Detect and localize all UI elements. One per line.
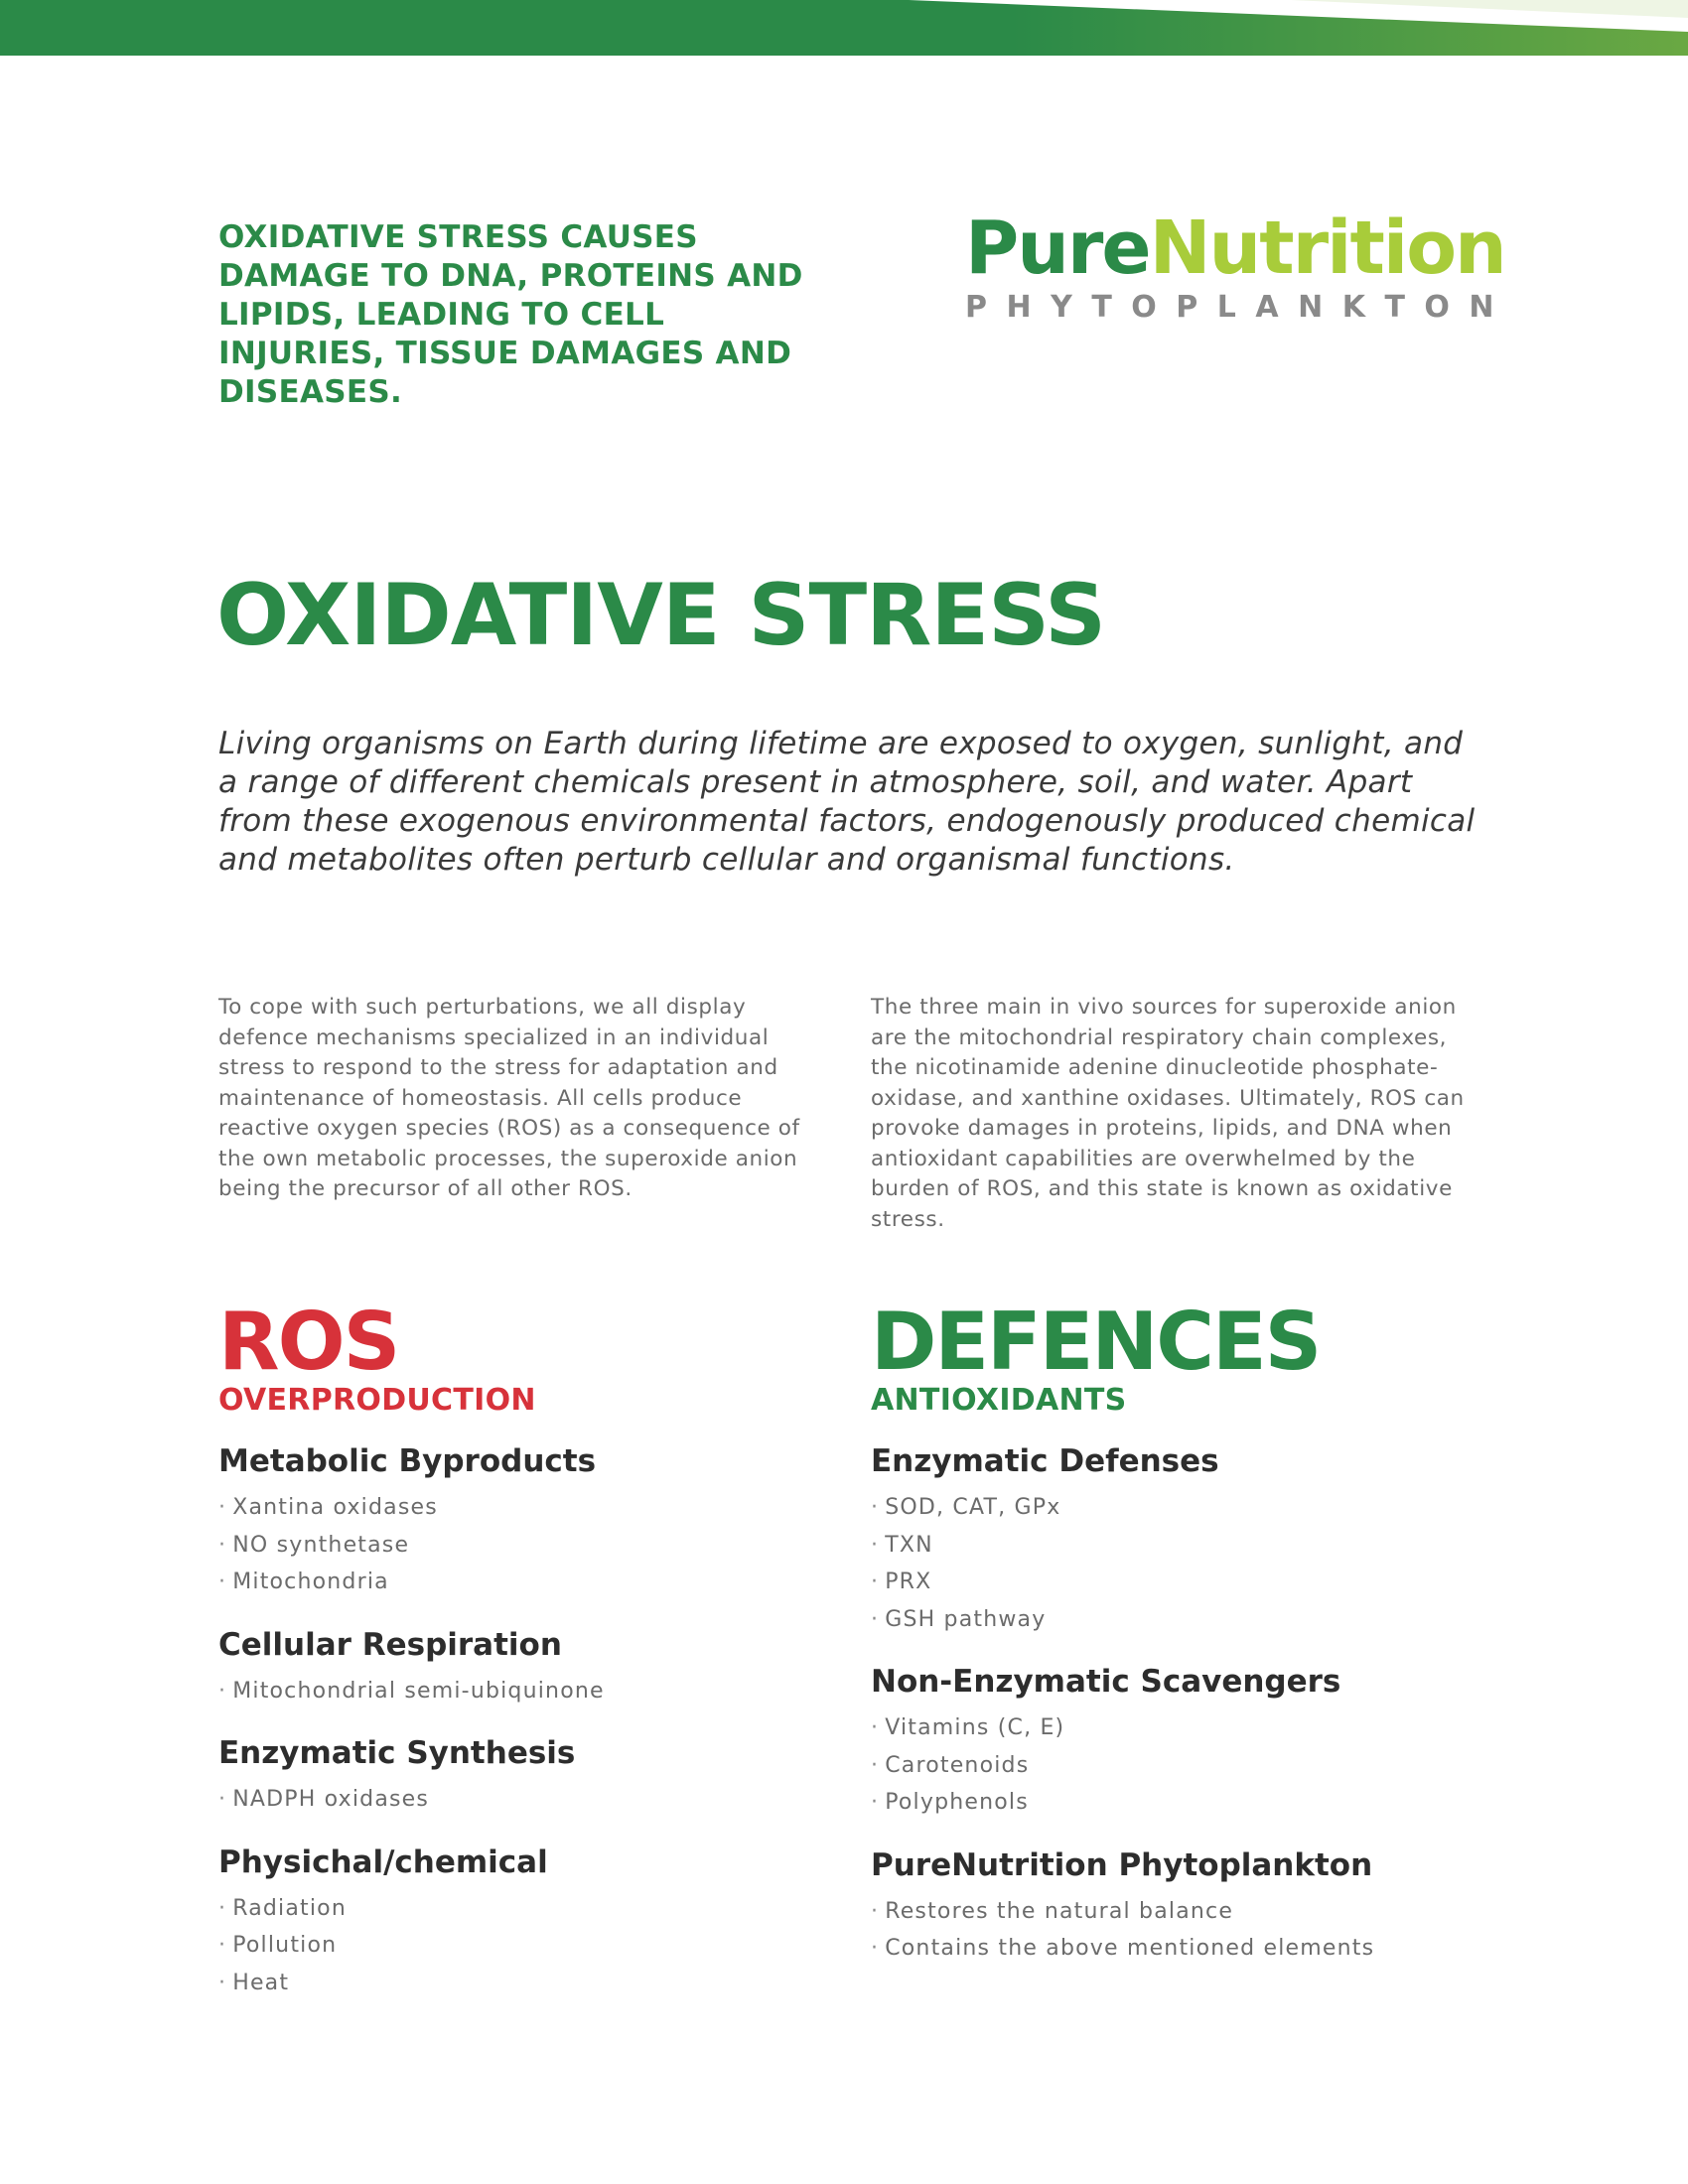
- list-item-text: Mitochondria: [232, 1570, 389, 1594]
- bullet-icon: ·: [218, 1933, 227, 1958]
- list-item-text: PRX: [885, 1570, 932, 1594]
- list-item-text: Carotenoids: [885, 1752, 1030, 1778]
- group-heading: Non-Enzymatic Scavengers: [871, 1664, 1341, 1700]
- list-group: [871, 1441, 1486, 1638]
- bullet-icon: ·: [871, 1715, 880, 1740]
- ros-groups: [218, 1441, 834, 2001]
- list-item-text: Pollution: [232, 1933, 338, 1958]
- bullet-list: [871, 1709, 1486, 1822]
- list-item: [871, 1527, 1486, 1565]
- list-item: [871, 1709, 1486, 1747]
- header-banner: [0, 0, 1688, 56]
- ros-subtitle: OVERPRODUCTION: [218, 1383, 536, 1418]
- defences-section: [871, 1296, 1486, 1968]
- bullet-list: [218, 1781, 834, 1819]
- bullet-icon: ·: [218, 1787, 227, 1812]
- list-group: [218, 1733, 834, 1819]
- list-item: [218, 1927, 834, 1965]
- list-group: [218, 1625, 834, 1710]
- ros-section: [218, 1296, 834, 2001]
- list-item: [871, 1564, 1486, 1601]
- list-item-text: NO synthetase: [232, 1532, 410, 1558]
- bullet-icon: ·: [218, 1970, 227, 1995]
- group-heading: Cellular Respiration: [218, 1626, 562, 1663]
- group-heading: Physichal/chemical: [218, 1843, 548, 1880]
- bullet-icon: ·: [871, 1790, 880, 1815]
- list-item: [218, 1527, 834, 1565]
- bullet-list: [871, 1489, 1486, 1638]
- page-title: OXIDATIVE STRESS: [216, 566, 1106, 665]
- group-heading: PureNutrition Phytoplankton: [871, 1846, 1373, 1883]
- list-item: [871, 1747, 1486, 1785]
- bullet-icon: ·: [218, 1495, 227, 1520]
- bullet-list: [871, 1893, 1486, 1968]
- list-item: [218, 1564, 834, 1601]
- group-heading: Enzymatic Synthesis: [218, 1735, 576, 1771]
- list-item: [218, 1781, 834, 1819]
- bullet-icon: ·: [218, 1678, 227, 1704]
- intro-paragraph: Living organisms on Earth during lifetime are exposed to oxygen, sunlight, and a range of different chemicals present in atmosphere, soil, and water. Apart from these exogenous environmental factors, endogenously produced chemical and metabolites often perturb cellular and organismal functions.: [218, 726, 1476, 878]
- list-item: [871, 1930, 1486, 1968]
- logo-pure: Pure: [965, 205, 1150, 291]
- list-item-text: Vitamins (C, E): [885, 1715, 1065, 1740]
- bullet-icon: ·: [218, 1895, 227, 1921]
- list-item: [871, 1489, 1486, 1527]
- list-item: [218, 1965, 834, 2002]
- list-item-text: Radiation: [232, 1895, 347, 1921]
- list-group: [218, 1843, 834, 2002]
- list-group: [871, 1662, 1486, 1822]
- logo-wordmark: [965, 205, 1505, 291]
- list-group: [218, 1441, 834, 1601]
- bullet-icon: ·: [871, 1898, 880, 1924]
- list-item: [218, 1890, 834, 1928]
- ros-title: ROS: [218, 1296, 399, 1388]
- tagline: OXIDATIVE STRESS CAUSES DAMAGE TO DNA, PROTEINS AND LIPIDS, LEADING TO CELL INJURIES, TISSUE DAMAGES AND DISEASES.: [218, 219, 803, 410]
- list-group: [871, 1845, 1486, 1968]
- bullet-icon: ·: [871, 1495, 880, 1520]
- list-item-text: Mitochondrial semi-ubiquinone: [232, 1678, 605, 1704]
- brand-logo: [965, 205, 1514, 325]
- bullet-icon: ·: [871, 1936, 880, 1961]
- bullet-icon: ·: [218, 1532, 227, 1558]
- list-item-text: NADPH oxidases: [232, 1787, 430, 1812]
- logo-subtitle: PHYTOPLANKTON: [965, 290, 1514, 325]
- bullet-icon: ·: [871, 1570, 880, 1594]
- defences-groups: [871, 1441, 1486, 1968]
- bullet-list: [218, 1489, 834, 1601]
- list-item-text: TXN: [885, 1532, 933, 1558]
- bullet-icon: ·: [871, 1752, 880, 1778]
- group-heading: Enzymatic Defenses: [871, 1443, 1219, 1479]
- body-paragraph-left: To cope with such perturbations, we all display defence mechanisms specialized in an individual stress to respond to the stress for adaptation and maintenance of homeostasis. All cells produce reactive oxygen species (ROS) as a consequence of the own metabolic processes, the superoxide anion being the precursor of all other ROS.: [218, 995, 800, 1201]
- logo-nutrition: Nutrition: [1149, 205, 1505, 291]
- list-item: [218, 1489, 834, 1527]
- list-item-text: Heat: [232, 1970, 290, 1995]
- list-item-text: Restores the natural balance: [885, 1898, 1234, 1924]
- list-item-text: SOD, CAT, GPx: [885, 1495, 1061, 1520]
- list-item: [218, 1673, 834, 1710]
- group-heading: Metabolic Byproducts: [218, 1443, 597, 1479]
- defences-title: DEFENCES: [871, 1296, 1321, 1388]
- header-banner-shape: [0, 0, 1688, 56]
- list-item-text: GSH pathway: [885, 1606, 1047, 1632]
- defences-subtitle: ANTIOXIDANTS: [871, 1383, 1127, 1418]
- bullet-icon: ·: [871, 1606, 880, 1632]
- list-item: [871, 1601, 1486, 1639]
- list-item: [871, 1893, 1486, 1931]
- list-item-text: Polyphenols: [885, 1790, 1029, 1815]
- list-item-text: Xantina oxidases: [232, 1495, 438, 1520]
- body-paragraph-right: The three main in vivo sources for superoxide anion are the mitochondrial respiratory chain complexes, the nicotinamide adenine dinucleotide phosphate-oxidase, and xanthine oxidases. Ultimately, ROS can provoke damages in proteins, lipids, and DNA when antioxidant capabilities are overwhelmed by the burden of ROS, and this state is known as oxidative stress.: [871, 995, 1465, 1232]
- list-item-text: Contains the above mentioned elements: [885, 1936, 1375, 1961]
- bullet-icon: ·: [218, 1570, 227, 1594]
- bullet-icon: ·: [871, 1532, 880, 1558]
- bullet-list: [218, 1890, 834, 2002]
- list-item: [871, 1784, 1486, 1822]
- bullet-list: [218, 1673, 834, 1710]
